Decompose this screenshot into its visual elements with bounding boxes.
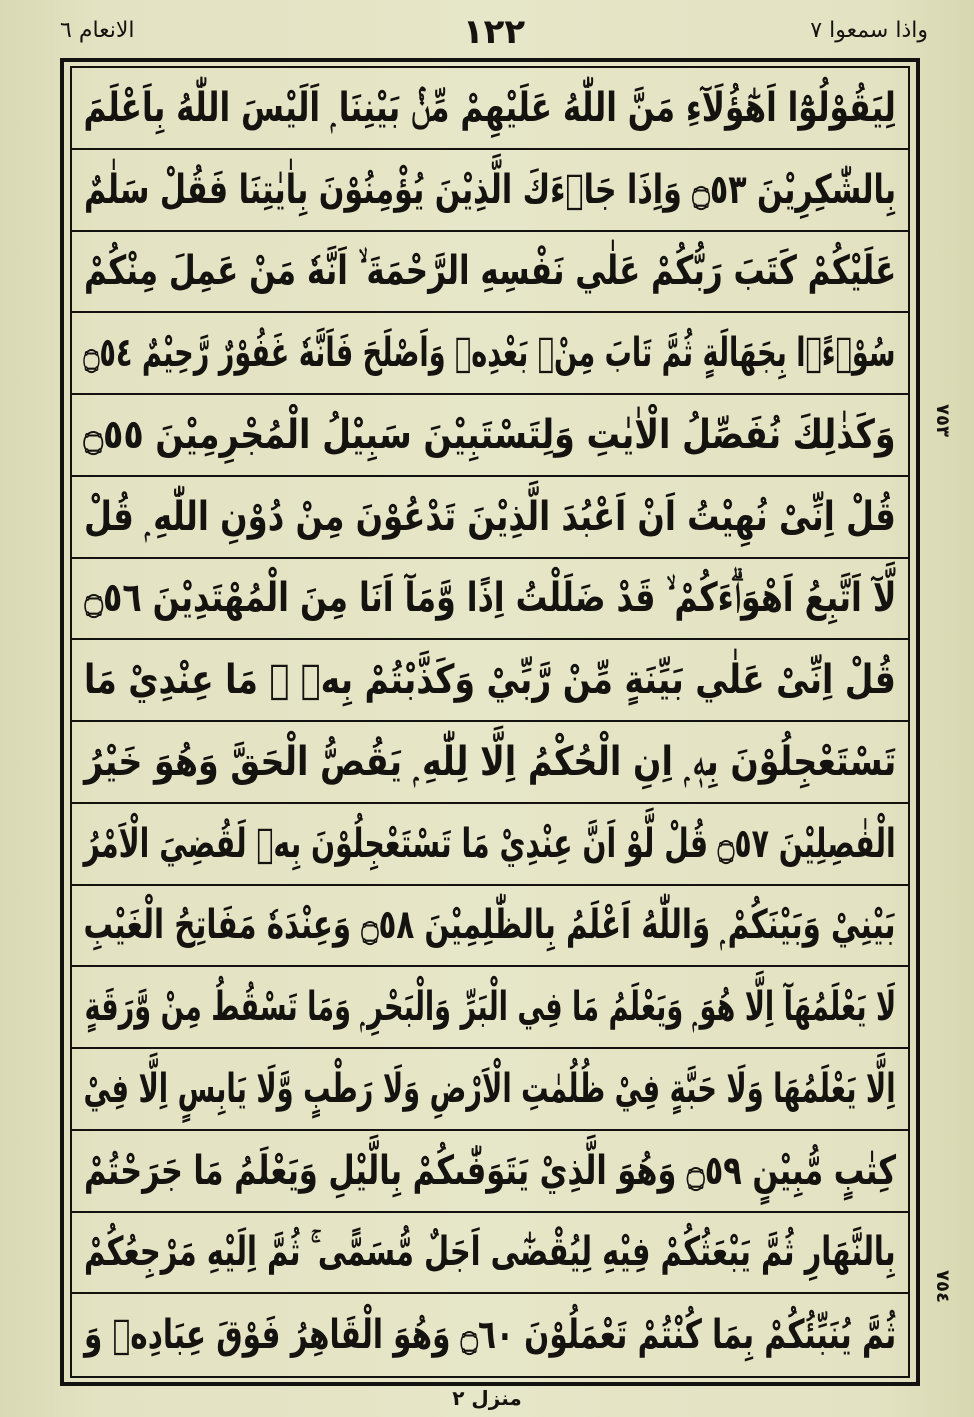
- verse-lines: [72, 68, 908, 1376]
- margin-ruku-marker: ٧٥٣: [932, 404, 953, 437]
- verse-line: [72, 640, 908, 722]
- verse-line: [72, 722, 908, 804]
- verse-line: [72, 68, 908, 150]
- line-text: سُوْۗءًۢا بِجَهَالَةٍ ثُمَّ تَابَ مِنْۢ بَعْدِهٖ وَاَصْلَحَ فَاَنَّهٗ غَفُوْرٌ رَّحِيْمٌ ۝٥٤: [83, 330, 896, 377]
- line-text: ثُمَّ يُنَبِّئُكُمْ بِمَا كُنْتُمْ تَعْمَلُوْنَ ۝٦٠ وَهُوَ الْقَاهِرُ فَوْقَ عِبَادِهٖ وَ: [83, 1312, 897, 1359]
- verse-line: [72, 804, 908, 886]
- line-text: اِلَّا يَعْلَمُهَا وَلَا حَبَّةٍ فِيْ ظُلُمٰتِ الْاَرْضِ وَلَا رَطْبٍ وَّلَا يَابِسٍ اِلَّا فِيْ: [83, 1065, 897, 1112]
- manzil-label: منزل ٢: [452, 1386, 522, 1410]
- line-text: قُلْ اِنِّىْ نُهِيْتُ اَنْ اَعْبُدَ الَّذِيْنَ تَدْعُوْنَ مِنْ دُوْنِ اللّٰهِ ۭ قُلْ: [84, 493, 896, 540]
- page-header: [60, 12, 928, 52]
- line-text: الْفٰصِلِيْنَ ۝٥٧ قُلْ لَّوْ اَنَّ عِنْدِيْ مَا تَسْتَعْجِلُوْنَ بِهٖ لَقُضِيَ الْاَمْرُ: [83, 820, 897, 867]
- line-text: قُلْ اِنِّىْ عَلٰي بَيِّنَةٍ مِّنْ رَّبِّيْ وَكَذَّبْتُمْ بِهٖ ۭ مَا عِنْدِيْ مَا: [84, 657, 896, 704]
- line-text: عَلَيْكُمْ كَتَبَ رَبُّكُمْ عَلٰي نَفْسِهِ الرَّحْمَةَ ۙ اَنَّهٗ مَنْ عَمِلَ مِنْكُمْ: [83, 248, 897, 295]
- verse-line: [72, 395, 908, 477]
- verse-line: [72, 1213, 908, 1295]
- surah-name: الانعام ٦: [60, 18, 135, 43]
- verse-line: [72, 313, 908, 395]
- verse-line: [72, 886, 908, 968]
- margin-ruku-marker: ٧٥٤: [932, 1270, 953, 1303]
- verse-line: [72, 477, 908, 559]
- juz-name: واذا سمعوا ٧: [810, 18, 928, 43]
- line-text: كِتٰبٍ مُّبِيْنٍ ۝٥٩ وَهُوَ الَّذِيْ يَتَوَفّٰىكُمْ بِالَّيْلِ وَيَعْلَمُ مَا جَرَحْتُمْ: [84, 1147, 896, 1194]
- verse-line: [72, 967, 908, 1049]
- verse-line: [72, 1131, 908, 1213]
- verse-line: [72, 232, 908, 314]
- line-text: لِيَقُوْلُوْٓا اَهٰٓؤُلَآءِ مَنَّ اللّٰهُ عَلَيْهِمْ مِّنْۢ بَيْنِنَا ۭ اَلَيْسَ اللّٰهُ بِاَعْلَمَ: [83, 84, 897, 131]
- verse-line: [72, 1294, 908, 1376]
- verse-line: [72, 1049, 908, 1131]
- line-text: وَكَذٰلِكَ نُفَصِّلُ الْاٰيٰتِ وَلِتَسْتَبِيْنَ سَبِيْلُ الْمُجْرِمِيْنَ ۝٥٥: [83, 411, 897, 458]
- page-number: ١٢٢: [462, 12, 526, 52]
- line-text: بِالنَّهَارِ ثُمَّ يَبْعَثُكُمْ فِيْهِ لِيُقْضٰٓى اَجَلٌ مُّسَمًّى ۚ ثُمَّ اِلَيْهِ مَرْجِعُكُمْ: [84, 1229, 896, 1276]
- verse-line: [72, 559, 908, 641]
- line-text: بِالشّٰكِرِيْنَ ۝٥٣ وَاِذَا جَاۗءَكَ الَّذِيْنَ يُؤْمِنُوْنَ بِاٰيٰتِنَا فَقُلْ سَلٰمٌ: [83, 166, 897, 213]
- line-text: لَّآ اَتَّبِعُ اَهْوَاۗءَكُمْ ۙ قَدْ ضَلَلْتُ اِذًا وَّمَآ اَنَا مِنَ الْمُهْتَدِيْنَ ۝٥٦: [84, 575, 896, 622]
- line-text: بَيْنِيْ وَبَيْنَكُمْ ۭ وَاللّٰهُ اَعْلَمُ بِالظّٰلِمِيْنَ ۝٥٨ وَعِنْدَهٗ مَفَاتِحُ الْغَيْبِ: [83, 902, 897, 949]
- line-text: تَسْتَعْجِلُوْنَ بِهٖ ۭ اِنِ الْحُكْمُ اِلَّا لِلّٰهِ ۭ يَقُصُّ الْحَقَّ وَهُوَ خَيْرُ: [83, 738, 897, 785]
- line-text: لَا يَعْلَمُهَآ اِلَّا هُوَ ۭ وَيَعْلَمُ مَا فِي الْبَرِّ وَالْبَحْرِ ۭ وَمَا تَسْقُطُ مِنْ وَّرَقَةٍ: [84, 984, 896, 1031]
- verse-line: [72, 150, 908, 232]
